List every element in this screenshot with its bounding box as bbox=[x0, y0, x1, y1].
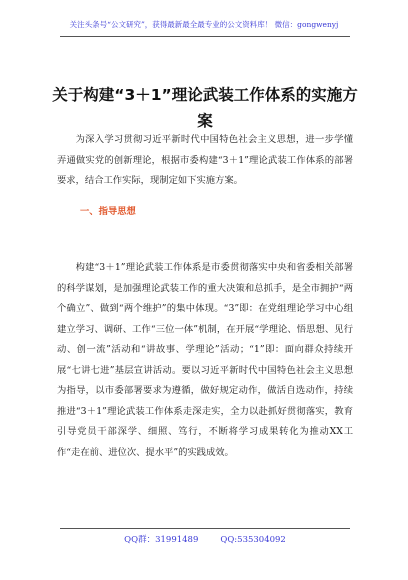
footer bbox=[60, 534, 350, 546]
document-title: 关于构建“3＋1”理论武装工作体系的实施方案 bbox=[52, 86, 358, 130]
footer-qq-group: QQ群：31991489 bbox=[124, 535, 199, 545]
header-banner: 关注头条号“公文研究”，获得最新最全最专业的公文资料库！ 微信：gongwenyj bbox=[69, 20, 339, 29]
section-paragraph: 构建“3＋1”理论武装工作体系是市委贯彻落实中央和省委相关部署的科学谋划，是加强理论武装工作的重大决策和总抓手，是全市拥护“两个确立”、做到“两个维护”的集中体现。“3”即：在党组理论学习中心组建立学习、调研、工作“三位一体”机制，在开展“学理论、悟思想、见行动、创一流”活动和“讲故事、学理论”活动；“1”即：面向群众持续开展“七讲七进”基层宣讲活动。要以习近平新时代中国特色社会主义思想为指导，以市委部署要求为遵循，做好规定动作，做活自选动作，持续推进“3＋1”理论武装工作体系走深走实，全力以赴抓好贯彻落实，教育引导党员干部深学、细照、笃行，不断将学习成果转化为推动XX工作“走在前、进位次、提水平”的实践成效。 bbox=[57, 262, 353, 458]
section-heading-guiding-ideology: 一、指导思想 bbox=[80, 206, 136, 217]
intro-paragraph: 为深入学习贯彻习近平新时代中国特色社会主义思想，进一步学懂弄通做实党的创新理论，根据市委构建“3＋1”理论武装工作体系的部署要求，结合工作实际，现制定如下实施方案。 bbox=[57, 134, 353, 186]
footer-qq: QQ:535304092 bbox=[220, 535, 286, 545]
footer-divider bbox=[60, 528, 350, 529]
header-divider bbox=[60, 36, 350, 37]
